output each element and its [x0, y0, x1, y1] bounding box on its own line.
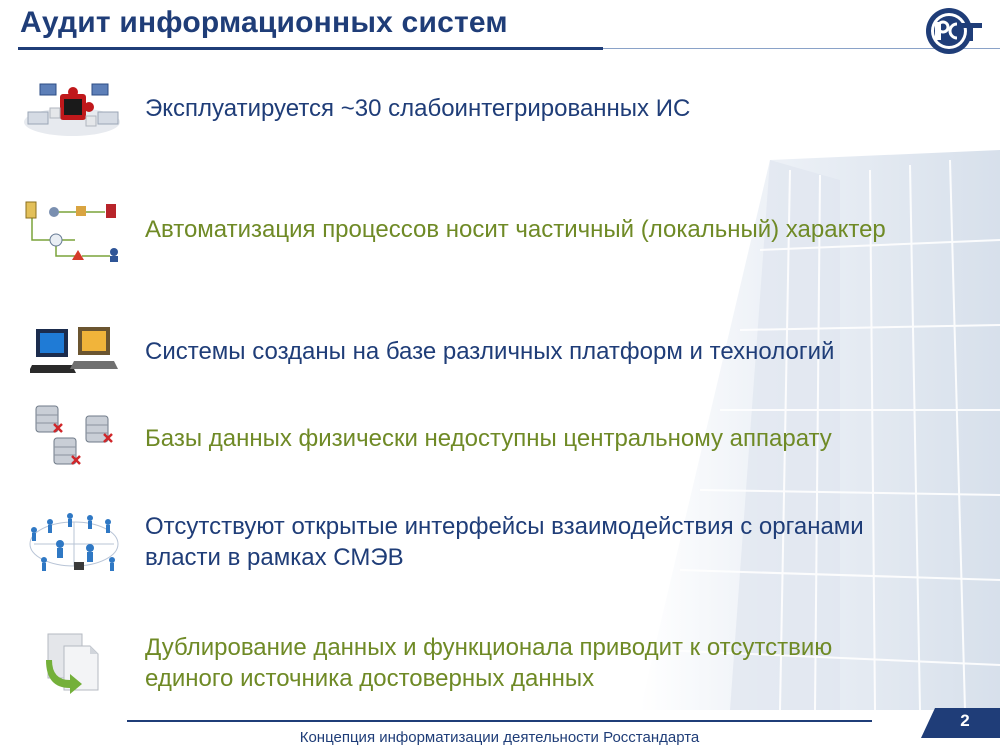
- item-3-text: Системы созданы на базе различных платформ и технологий: [145, 338, 835, 365]
- footer-text: Концепция информатизации деятельности Росстандарта: [299, 729, 700, 746]
- page-number: 2: [960, 711, 970, 730]
- item-6-text: Дублирование данных и функционала приводит к отсутствию единого источника достоверных данных: [145, 634, 833, 692]
- people-network-icon: [24, 508, 124, 578]
- databases-icon: [30, 402, 120, 472]
- network-puzzle-icon: [20, 72, 125, 140]
- duplicate-documents-icon: [38, 630, 108, 695]
- item-2-text: Автоматизация процессов носит частичный (локальный) характер: [145, 216, 886, 243]
- title-divider: [18, 47, 603, 50]
- computers-icon: [30, 325, 120, 375]
- rst-logo-icon: [924, 6, 984, 56]
- page-title: Аудит информационных систем: [20, 6, 508, 39]
- item-4-text: Базы данных физически недоступны центральному аппарату: [145, 425, 832, 452]
- footer-divider: [127, 720, 872, 722]
- item-5-text: Отсутствуют открытые интерфейсы взаимодействия с органами власти в рамках СМЭВ: [145, 513, 864, 571]
- item-1-text: Эксплуатируется ~30 слабоинтегрированных ИС: [145, 95, 691, 122]
- process-workflow-icon: [20, 198, 125, 266]
